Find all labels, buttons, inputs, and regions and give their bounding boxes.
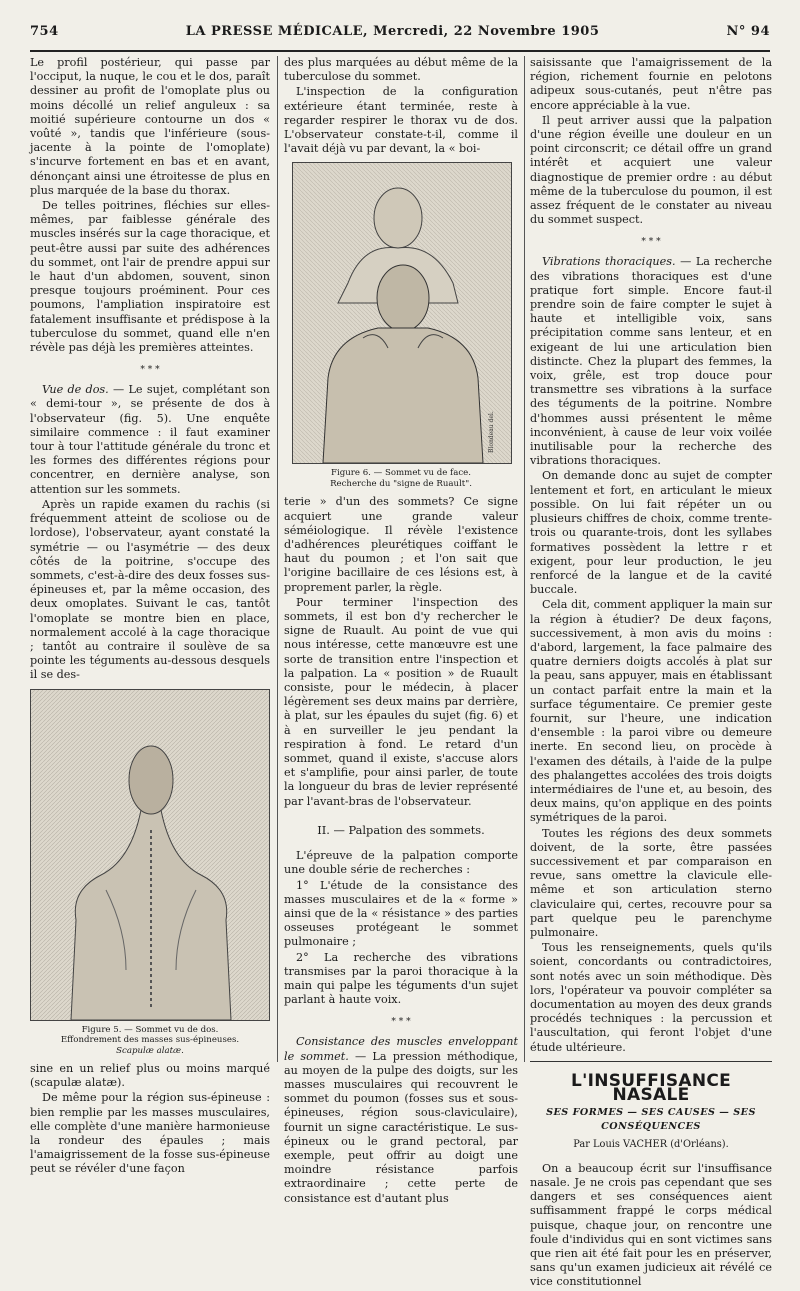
paragraph: De même pour la région sus-épineuse : bien remplie par les masses musculaires, elle complète d'une manière harmonieuse la rondeur des épaules ; mais l'amaigrissement de la fosse sus-épineuse peut se révéler d'une façon — [30, 1091, 270, 1176]
issue-number: N° 94 — [726, 24, 770, 39]
subheading: Consistance des muscles enveloppant le sommet. — [284, 1035, 518, 1063]
caption-line: Recherche du "signe de Ruault". — [330, 478, 472, 489]
column-1 — [30, 56, 270, 1178]
paragraph: Le profil postérieur, qui passe par l'occiput, la nuque, le cou et le dos, paraît dessiner au profit de l'omoplate plus ou moins décollé un relief anguleux : sa moitié supérieure contourne un dos « voûté », tandis que l'inférieure (sous-jacente à la pointe de l'omoplate) s'incurve fortement en bas et en avant, dénonçant ainsi une étroitesse de plus en plus marquée de la base du thorax. — [30, 56, 270, 197]
paragraph: Cela dit, comment appliquer la main sur la région à étudier? De deux façons, successivement, à mon avis du moins : d'abord, largement, la face palmaire des quatre derniers doigts accolés à plat sur la peau, sans appuyer, mais en établissant un contact parfait entre la main et la surface tégumentaire. Ce premier geste fournit, sur l'heure, une indication d'ensemble : la paroi vibre ou demeure inerte. En second lieu, on procède à l'examen des détails, à l'aide de la pulpe des phalangettes accolées des trois doigts intermédiaires de l'une et, au besoin, des deux mains, qu'on applique en des points symétriques de la paroi. — [530, 598, 772, 825]
paragraph: Après un rapide examen du rachis (si fréquemment atteint de scoliose ou de lordose), l'observateur, ayant constaté la symétrie — ou l'asymétrie — des deux côtés de la poitrine, s'occupe des sommets, c'est-à-dire des deux fosses sus-épineuses et, par la même occasion, des deux omoplates. Suivant le cas, tantôt l'omoplate se montre bien en place, normalement accolé à la cage thoracique ; tantôt au contraire il soulève de sa pointe les téguments au-dessous desquels il se des- — [30, 497, 270, 682]
article-title: L'INSUFFISANCE NASALE — [570, 1070, 732, 1106]
article-author: Par Louis VACHER (d'Orléans). — [573, 1138, 729, 1150]
paragraph — [30, 383, 270, 497]
paragraph: 2° La recherche des vibrations transmises par la paroi thoracique à la main qui palpe les téguments d'un sujet parlant à haute voix. — [284, 950, 518, 1007]
paragraph: On demande donc au sujet de compter lentement et fort, en articulant le mieux possible. On lui fait répéter un ou plusieurs chiffres de choix, comme trente-trois ou quarante-trois, dont les syllabes formatives possèdent la lettre r et exigent, pour leur production, le jeu renforcé de la langue et de la cavité buccale. — [530, 469, 772, 597]
page-number: 754 — [30, 24, 59, 39]
section-stars: * * * — [140, 365, 160, 376]
caption-line: Effondrement des masses sus-épineuses. — [60, 1035, 240, 1046]
paragraph: saisissante que l'amaigrissement de la région, richement fournie en pelotons adipeux sous-cutanés, peut n'être pas encore appréciable à la vue. — [530, 56, 772, 112]
paragraph: Il peut arriver aussi que la palpation d'une région éveille une douleur en un point circonscrit; ce détail offre un grand intérêt et acquiert une valeur diagnostique de premier ordre : au début même de la tuberculose du poumon, il est assez fréquent de le constater au niveau du sommet suspect. — [530, 113, 772, 227]
paragraph: des plus marquées au début même de la tuberculose du sommet. — [284, 56, 518, 84]
paragraph: Toutes les régions des deux sommets doivent, de la sorte, être passées successivement et par comparaison en revue, sans omettre la clavicule elle-même et son articulation sterno claviculaire qui, certes, recouvre pour sa part quelque peu le parenchyme pulmonaire. — [530, 826, 772, 939]
column-3 — [530, 56, 772, 1291]
subheading: Vibrations thoraciques. — [542, 255, 676, 269]
paragraph-text: — La pression méthodique, au moyen de la pulpe des doigts, sur les masses musculaires qui recouvrent le sommet du poumon (fosses sus et sous-épineuses, région sous-claviculaire), fournit un signe caractéristique. Le sus-épineux ou le grand pectoral, par exemple, peut offrir au doigt une moindre résistance parfois extraordinaire ; cette perte de consistance est d'autant plus — [284, 1049, 518, 1205]
artist-signature: Blondeau del. — [488, 411, 495, 454]
article-header — [530, 1061, 772, 1152]
article-subtitle: SES FORMES — SES CAUSES — SES CONSÉQUENCES — [546, 1107, 756, 1133]
caption-line: Figure 6. — Sommet vu de face. — [331, 468, 471, 479]
paragraph-text: — Le sujet, complétant son « demi-tour », se présente de dos à l'observateur (fig. 5). Une enquête similaire commence : il faut examiner tour à tour l'attitude générale du tronc et les formes des différentes régions pour concentrer, en dernière analyse, son attention sur les sommets. — [30, 383, 270, 496]
paragraph — [284, 1035, 518, 1205]
paragraph: 1° L'étude de la consistance des masses musculaires et de la « forme » ainsi que de la « résistance » des parties osseuses protégeant le sommet pulmonaire ; — [284, 878, 518, 949]
paragraph: terie » d'un des sommets? Ce signe acquiert une grande valeur séméiologique. Il révèle l'existence d'adhérences pleurétiques coiffant le haut du poumon ; et l'on sait que l'origine bacillaire de ces lésions est, à proprement parler, la règle. — [284, 495, 518, 594]
paragraph: Pour terminer l'inspection des sommets, il est bon d'y rechercher le signe de Ruault. Au point de vue qui nous intéresse, cette manœuvre est une sorte de transition entre l'inspection et la palpation. La « position » de Ruault consiste, pour le médecin, à placer légèrement ses deux mains par derrière, à plat, sur les épaules du sujet (fig. 6) et à en surveiller le jeu pendant la respiration à fond. Le retard d'un sommet, quand il existe, s'accuse alors et s'amplifie, pour ainsi parler, de toute la longueur du bras de levier représenté par l'avant-bras de l'observateur. — [284, 595, 518, 808]
figure-5-caption — [30, 1025, 270, 1057]
subheading: Vue de dos. — [42, 383, 109, 397]
page-header — [30, 24, 770, 46]
paragraph: L'inspection de la configuration extérieure étant terminée, reste à regarder respirer le thorax vu de dos. L'observateur constate-t-il, comme il l'avait déjà vu par devant, la « boi- — [284, 85, 518, 156]
paragraph — [530, 255, 772, 468]
caption-line: Scapulæ alatæ. — [116, 1045, 184, 1056]
figure-6-caption — [284, 468, 518, 489]
section-stars: * * * — [641, 237, 661, 248]
paragraph: On a beaucoup écrit sur l'insuffisance nasale. Je ne crois pas cependant que ses dangers et ses conséquences aient suffisamment frappé le corps médical puisque, chaque jour, on rencontre une foule d'individus qui en sont victimes sans que rien ait été fait pour les en préserver, sans qu'un examen judicieux ait révélé ce vice constitutionnel — [530, 1161, 772, 1289]
publication-title: LA PRESSE MÉDICALE, Mercredi, 22 Novembre 1905 — [185, 24, 600, 39]
paragraph: De telles poitrines, fléchies sur elles-mêmes, par faiblesse générale des muscles insérés sur la cage thoracique, et peut-être aussi par suite des adhérences du sommet, ont l'air de prendre appui sur le haut d'un abdomen, souvent, sinon presque toujours proéminent. Pour ces poumons, l'ampliation inspiratoire est fatalement insuffisante et prédispose à la tuberculose du sommet, quand elle n'en révèle pas déjà les premières atteintes. — [30, 199, 270, 355]
paragraph-text: — La recherche des vibrations thoraciques est d'une pratique fort simple. Encore faut-il prendre soin de faire compter le sujet à haute et intelligible voix, sans précipitation comme sans lenteur, et en exigeant de lui une articulation bien distincte. Chez la plupart des femmes, la voix, grêle, est trop douce pour transmettre ses vibrations à la surface des téguments de la poitrine. Nombre d'hommes aussi présentent le même inconvénient, à cause de leur voix voilée inutilisable pour la recherche des vibrations thoraciques. — [530, 255, 772, 468]
paragraph: L'épreuve de la palpation comporte une double série de recherches : — [284, 849, 518, 877]
figure-6-front-illustration — [292, 162, 512, 464]
figure-5-back-illustration — [30, 689, 270, 1021]
column-divider — [524, 56, 525, 1062]
paragraph: sine en un relief plus ou moins marqué (scapulæ alatæ). — [30, 1062, 270, 1090]
paragraph: Tous les renseignements, quels qu'ils soient, concordants ou contradictoires, sont notés avec un soin méthodique. Dès lors, l'opérateur va pouvoir compléter sa documentation au moyen des deux grands procédés techniques : la percussion et l'auscultation, qui feront l'objet d'une étude ultérieure. — [530, 941, 772, 1054]
caption-line: Figure 5. — Sommet vu de dos. — [81, 1024, 219, 1035]
header-rule — [30, 50, 770, 52]
column-2 — [284, 56, 518, 1207]
section-stars: * * * — [391, 1017, 411, 1028]
column-divider — [277, 56, 278, 1062]
section-heading: II. — Palpation des sommets. — [317, 822, 485, 837]
